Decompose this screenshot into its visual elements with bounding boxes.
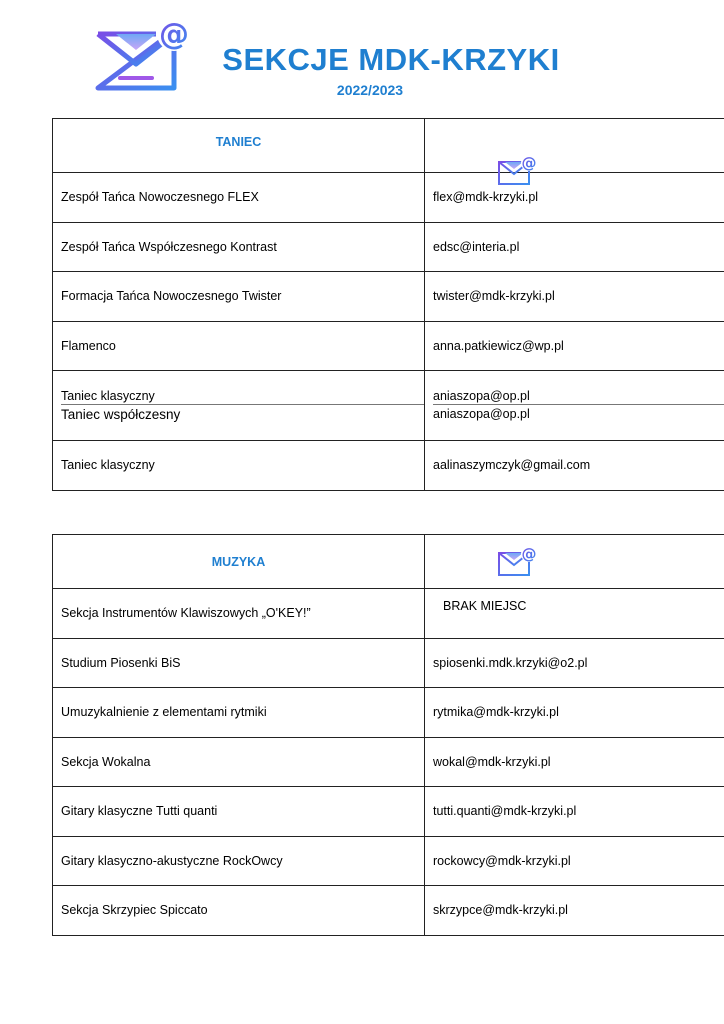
section-name: Zespół Tańca Nowoczesnego FLEX	[53, 173, 425, 223]
section-name: Taniec klasyczny	[53, 441, 425, 491]
section-email[interactable]: twister@mdk-krzyki.pl	[425, 272, 724, 322]
table-row	[53, 371, 724, 441]
section-name: Formacja Tańca Nowoczesnego Twister	[53, 272, 425, 322]
section-email[interactable]: tutti.quanti@mdk-krzyki.pl	[425, 787, 724, 837]
section-email[interactable]: rytmika@mdk-krzyki.pl	[425, 688, 724, 738]
school-year: 2022/2023	[336, 82, 404, 98]
table-row	[53, 173, 724, 223]
no-seats-label: BRAK MIEJSC	[425, 589, 724, 639]
section-name: Sekcja Wokalna	[53, 737, 425, 787]
section-name: Gitary klasyczne Tutti quanti	[53, 787, 425, 837]
section-email[interactable]: flex@mdk-krzyki.pl	[425, 173, 724, 223]
section-name: Taniec współczesny	[61, 407, 181, 422]
section-email[interactable]: rockowcy@mdk-krzyki.pl	[425, 836, 724, 886]
taniec-heading: TANIEC	[53, 119, 425, 173]
table-row	[53, 441, 724, 491]
table-row	[53, 836, 724, 886]
section-name: Studium Piosenki BiS	[53, 638, 425, 688]
section-email[interactable]: aalinaszymczyk@gmail.com	[425, 441, 724, 491]
mail-at-icon	[90, 12, 198, 98]
section-name: Zespół Tańca Współczesnego Kontrast	[53, 222, 425, 272]
table-row	[53, 688, 724, 738]
page-title: SEKCJE MDK-KRZYKI	[222, 42, 560, 77]
muzyka-table	[52, 534, 724, 936]
section-name: Sekcja Instrumentów Klawiszowych „O'KEY!”	[53, 589, 425, 639]
section-email[interactable]: aniaszopa@op.pl	[433, 407, 530, 421]
table-row	[53, 321, 724, 371]
section-email[interactable]: aniaszopa@op.pl	[433, 389, 530, 403]
table-row	[53, 737, 724, 787]
section-email[interactable]: spiosenki.mdk.krzyki@o2.pl	[425, 638, 724, 688]
svg-text:@: @	[159, 17, 189, 52]
section-email[interactable]: anna.patkiewicz@wp.pl	[425, 321, 724, 371]
table-row	[53, 222, 724, 272]
table-row	[53, 589, 724, 639]
section-name: Taniec klasyczny	[61, 389, 155, 403]
table-row	[53, 886, 724, 936]
section-email[interactable]: wokal@mdk-krzyki.pl	[425, 737, 724, 787]
section-name: Umuzykalnienie z elementami rytmiki	[53, 688, 425, 738]
section-email[interactable]: edsc@interia.pl	[425, 222, 724, 272]
mail-at-icon	[497, 545, 541, 579]
divider	[61, 404, 424, 405]
muzyka-header-row	[53, 535, 724, 589]
taniec-header-row	[53, 119, 724, 173]
divider	[433, 404, 724, 405]
section-name: Flamenco	[53, 321, 425, 371]
section-email[interactable]: skrzypce@mdk-krzyki.pl	[425, 886, 724, 936]
muzyka-heading: MUZYKA	[53, 535, 425, 589]
section-name: Sekcja Skrzypiec Spiccato	[53, 886, 425, 936]
table-row	[53, 638, 724, 688]
svg-text:@: @	[521, 544, 537, 563]
section-name: Gitary klasyczno-akustyczne RockOwcy	[53, 836, 425, 886]
table-row	[53, 787, 724, 837]
svg-text:@: @	[521, 154, 537, 172]
taniec-table	[52, 118, 724, 491]
table-row	[53, 272, 724, 322]
